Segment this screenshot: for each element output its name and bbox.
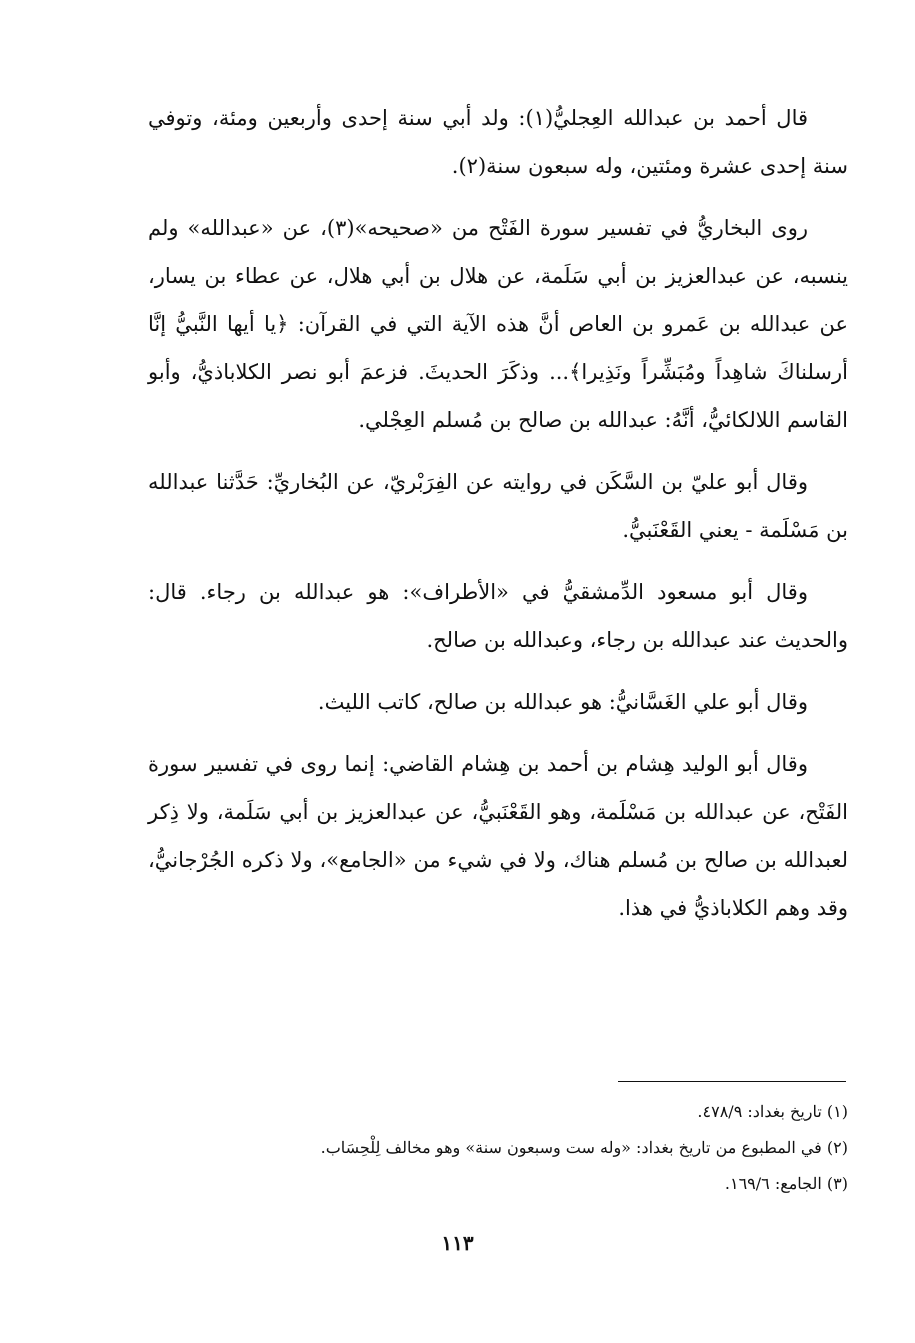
footnote-1: (١) تاريخ بغداد: ٤٧٨/٩. (697, 1102, 848, 1121)
paragraph-3: وقال أبو عليّ بن السَّكَن في روايته عن الفِرَبْريّ، عن البُخاريِّ: حَدَّثنا عبدالله بن مَسْلَمة - يعني القَعْنَبيُّ. (148, 470, 848, 542)
paragraph-6: وقال أبو الوليد هِشام بن أحمد بن هِشام القاضي: إنما روى في تفسير سورة الفَتْح، عن عبدالله بن مَسْلَمة، وهو القَعْنَبيُّ، عن عبدالعزيز بن أبي سَلَمة، ولا ذِكر لعبدالله بن صالح بن مُسلم هناك، ولا في شيء من «الجامع»، ولا ذكره الجُرْجانيُّ، وقد وهم الكلاباذيُّ في هذا. (148, 752, 848, 920)
footnote-2: (٢) في المطبوع من تاريخ بغداد: «وله ست وسبعون سنة» وهو مخالف لِلْحِسَاب. (320, 1138, 848, 1157)
footnote-3: (٣) الجامع: ١٦٩/٦. (724, 1174, 848, 1193)
paragraph-4: وقال أبو مسعود الدِّمشقيُّ في «الأطراف»: هو عبدالله بن رجاء. قال: والحديث عند عبدالله بن رجاء، وعبدالله بن صالح. (148, 580, 848, 652)
paragraph-2: روى البخاريُّ في تفسير سورة الفَتْح من «صحيحه»(٣)، عن «عبدالله» ولم ينسبه، عن عبدالعزيز بن أبي سَلَمة، عن هلال بن أبي هلال، عن عطاء بن يسار، عن عبدالله بن عَمرو بن العاص أنَّ هذه الآية التي في القرآن: ﴿يا أيها النَّبيُّ إنَّا أرسلناكَ شاهِداً ومُبَشِّراً ونَذِيرا﴾... وذكَرَ الحديثَ. فزعمَ أبو نصر الكلاباذيُّ، وأبو القاسم اللالكائيُّ، أنَّهُ: عبدالله بن صالح بن مُسلم العِجْلي. (148, 216, 848, 432)
footnote-divider (618, 1081, 846, 1082)
page-number: ١١٣ (441, 1231, 474, 1255)
paragraph-1: قال أحمد بن عبدالله العِجليُّ(١): ولد أبي سنة إحدى وأربعين ومئة، وتوفي سنة إحدى عشرة ومئتين، وله سبعون سنة(٢). (148, 106, 848, 178)
footnotes (148, 1094, 848, 1202)
main-text (148, 94, 848, 946)
paragraph-5: وقال أبو علي الغَسَّانيُّ: هو عبدالله بن صالح، كاتب الليث. (317, 690, 808, 714)
